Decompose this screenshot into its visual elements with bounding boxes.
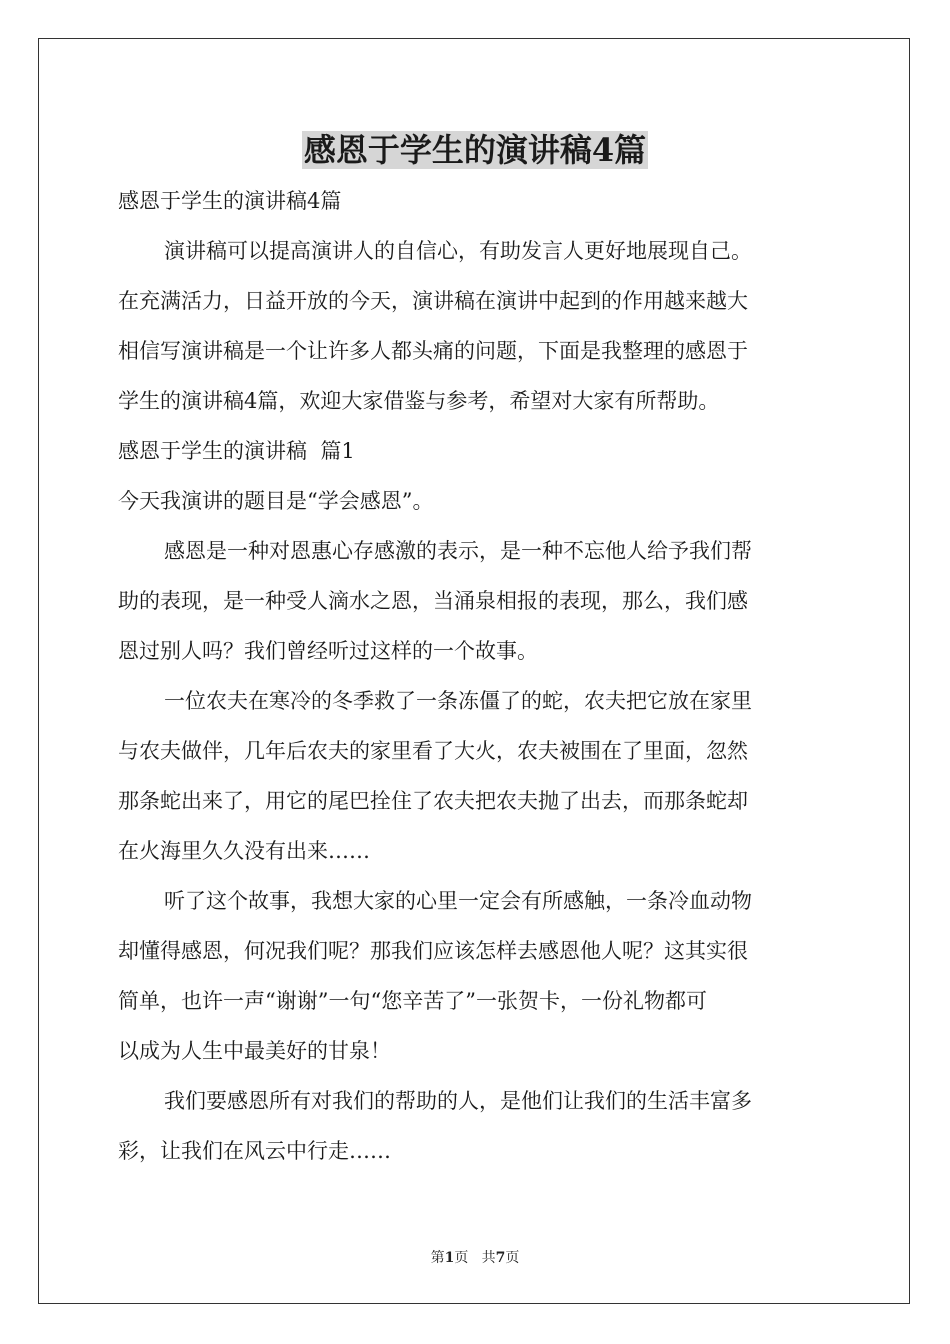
footer-page-prefix: 第: [430, 1250, 445, 1266]
footer-page-suffix: 页: [454, 1250, 469, 1266]
section-heading: 感恩于学生的演讲稿 篇1: [118, 439, 355, 463]
footer-total-prefix: 共: [481, 1250, 496, 1266]
paragraph-3-line-4: 以成为人生中最美好的甘泉！: [118, 1039, 391, 1063]
intro-line-4: 学生的演讲稿4篇，欢迎大家借鉴与参考，希望对大家有所帮助。: [118, 389, 720, 413]
intro-line-3: 相信写演讲稿是一个让许多人都头痛的问题，下面是我整理的感恩于: [118, 339, 748, 363]
opening-line: 今天我演讲的题目是“学会感恩”。: [118, 489, 434, 513]
paragraph-3-line-2: 却懂得感恩，何况我们呢？那我们应该怎样去感恩他人呢？这其实很: [118, 939, 748, 963]
intro-line-2: 在充满活力，日益开放的今天，演讲稿在演讲中起到的作用越来越大: [118, 289, 748, 313]
document-title: [0, 124, 950, 176]
footer-total-pages: 7: [495, 1250, 506, 1266]
paragraph-4-line-2: 彩，让我们在风云中行走……: [118, 1139, 391, 1163]
footer-total-suffix: 页: [505, 1250, 520, 1266]
paragraph-4-line-1: 我们要感恩所有对我们的帮助的人，是他们让我们的生活丰富多: [164, 1089, 752, 1113]
paragraph-2-line-1: 一位农夫在寒冷的冬季救了一条冻僵了的蛇，农夫把它放在家里: [164, 689, 752, 713]
document-body: [118, 176, 838, 1176]
paragraph-1-line-3: 恩过别人吗？我们曾经听过这样的一个故事。: [118, 639, 538, 663]
paragraph-3-line-3: 简单，也许一声“谢谢”一句“您辛苦了”一张贺卡，一份礼物都可: [118, 989, 707, 1013]
paragraph-3-line-1: 听了这个故事，我想大家的心里一定会有所感触，一条冷血动物: [164, 889, 752, 913]
footer-current-page: 1: [444, 1250, 455, 1266]
paragraph-2-line-3: 那条蛇出来了，用它的尾巴拴住了农夫把农夫抛了出去，而那条蛇却: [118, 789, 748, 813]
document-title-text: 感恩于学生的演讲稿4篇: [303, 131, 647, 169]
paragraph-1-line-1: 感恩是一种对恩惠心存感激的表示，是一种不忘他人给予我们帮: [164, 539, 752, 563]
paragraph-2-line-2: 与农夫做伴，几年后农夫的家里看了大火，农夫被围在了里面，忽然: [118, 739, 748, 763]
page-footer: [0, 1247, 950, 1267]
paragraph-1-line-2: 助的表现，是一种受人滴水之恩，当涌泉相报的表现，那么，我们感: [118, 589, 748, 613]
intro-line-1: 演讲稿可以提高演讲人的自信心，有助发言人更好地展现自己。: [164, 239, 752, 263]
document-subtitle: 感恩于学生的演讲稿4篇: [118, 189, 342, 213]
paragraph-2-line-4: 在火海里久久没有出来……: [118, 839, 370, 863]
